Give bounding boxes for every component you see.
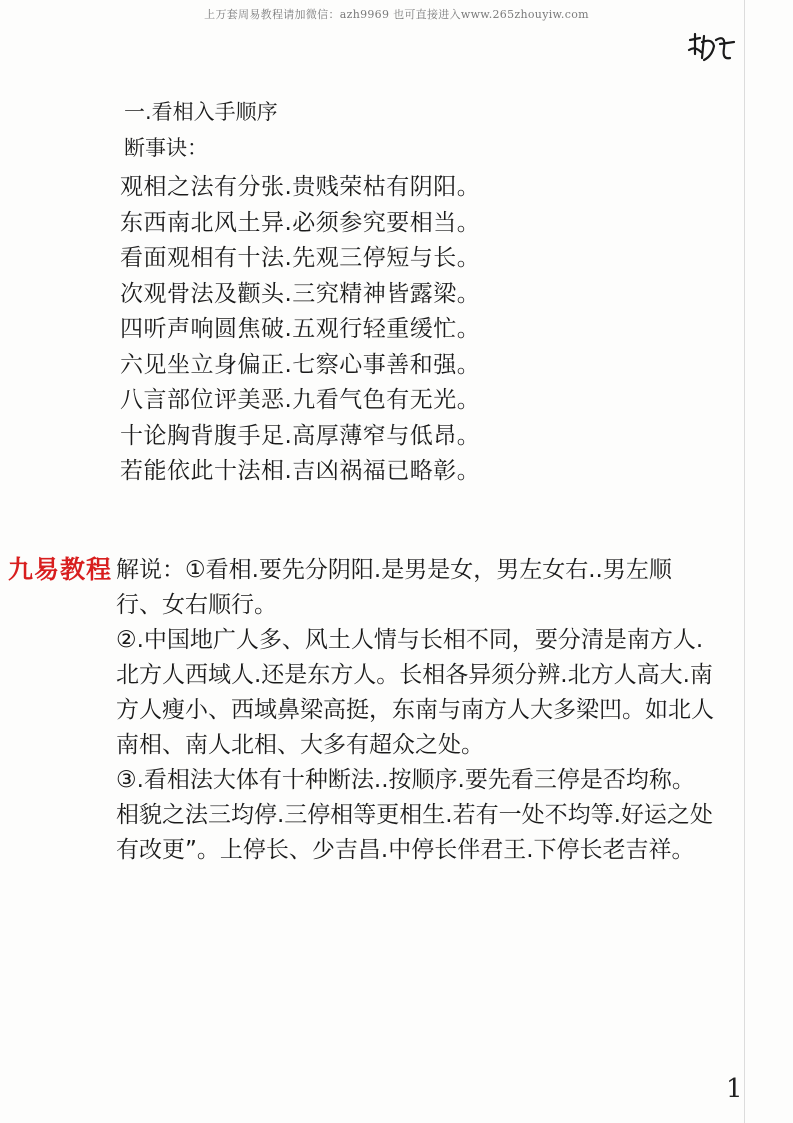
verse-list [120,170,480,490]
explanation-paragraph-2: ②.中国地广人多、风土人情与长相不同，要分清是南方人.北方人西域人.还是东方人。长相各异须分辨.北方人高大.南方人瘦小、西域鼻梁高挺，东南与南方人大多梁凹。如北人南相、南人北相、大多有超众之处。 [116,627,714,758]
verse-line: 八言部位评美恶.九看气色有无光。 [120,387,481,413]
verse-line: 六见坐立身偏正.七察心事善和强。 [120,351,481,378]
header-note: 上万套周易教程请加微信：azh9969 也可直接进入www.265zhouyiw.com [204,8,589,21]
section-subheading: 断事诀： [124,136,208,160]
explanation-paragraph-1: 解说：①看相.要先分阴阳.是男是女，男左女右..男左顺行、女右顺行。 [116,557,672,618]
explanation-paragraph-3: ③.看相法大体有十种断法..按顺序.要先看三停是否均称。相貌之法三均停.三停相等更相生.若有一处不均等.好运之处有改更”。上停长、少吉昌.中停长伴君王.下停长老吉祥。 [116,767,713,863]
verse-line: 四听声响圆焦破.五观行轻重缓忙。 [120,316,481,342]
verse-line: 东西南北风土异.必须参究要相当。 [120,209,481,236]
handwritten-signature [686,30,738,68]
section-heading: 一.看相入手顺序 [124,100,278,124]
verse-line: 若能依此十法相.吉凶祸福已略彰。 [120,458,481,484]
verse-line: 观相之法有分张.贵贱荣枯有阴阳。 [120,174,481,200]
watermark-label: 九易教程 [8,555,113,584]
signature-mark [686,30,738,64]
explanation-block [116,553,716,868]
verse-line: 十论胸背腹手足.高厚薄窄与低昂。 [120,422,481,449]
verse-line: 看面观相有十法.先观三停短与长。 [120,245,481,271]
verse-line: 次观骨法及颧头.三究精神皆露梁。 [120,280,481,307]
scan-edge-line [744,0,745,1123]
page-number: 1 [726,1074,743,1104]
